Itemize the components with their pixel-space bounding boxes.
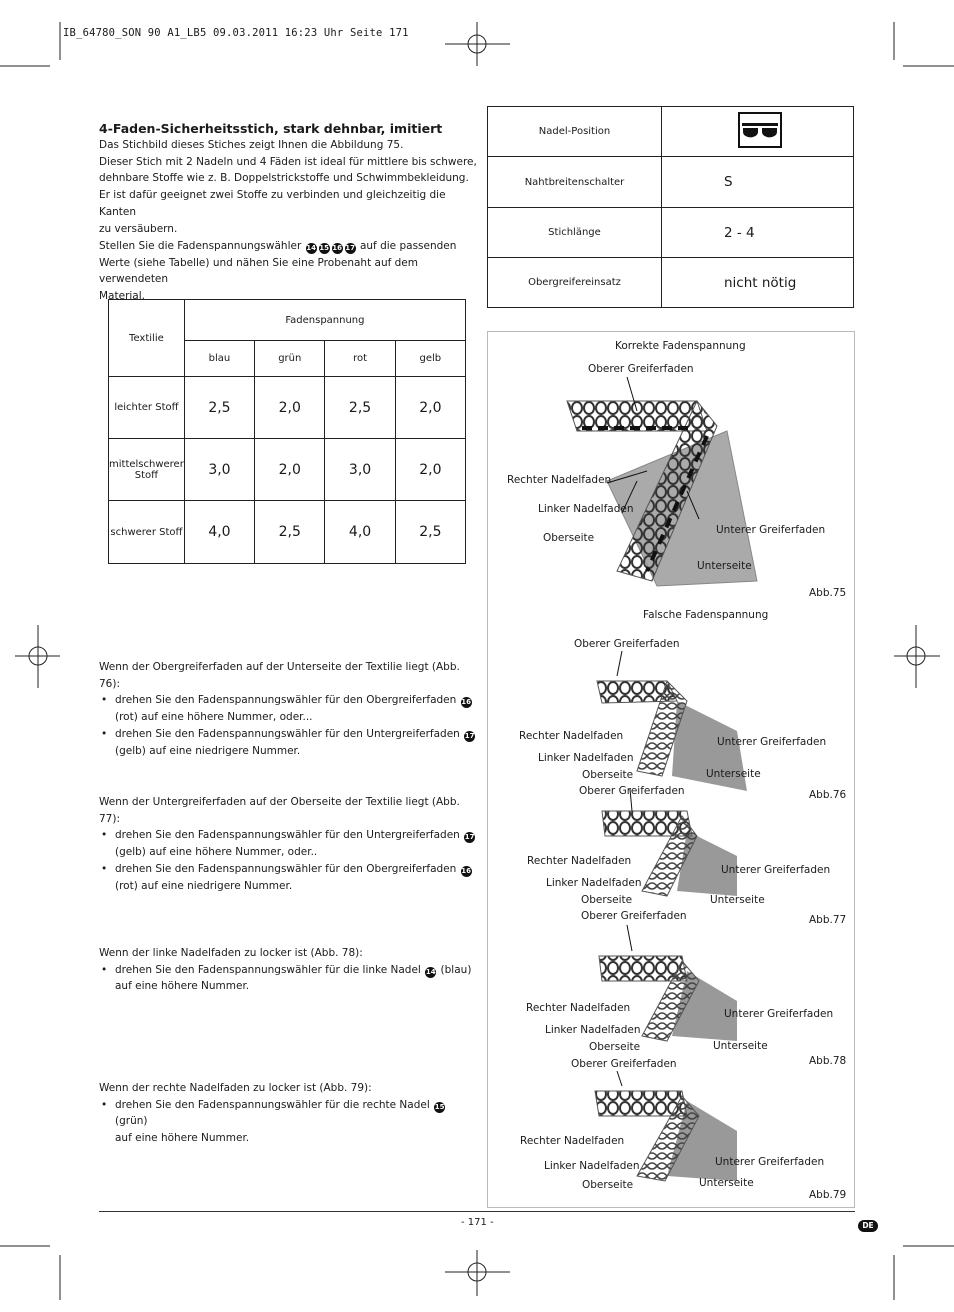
dial-16-icon: 16: [461, 698, 472, 707]
instruction-block-76: Wenn der Obergreiferfaden auf der Unterseite der Textilie liegt (Abb. 76): • drehen Sie den Fadenspannungswähler für den Obergreiferfaden 16 (rot) auf eine höhere Nummer, oder... • drehen Sie den Fadenspannungswähler für den Untergreiferfaden 17 (gelb) auf eine niedrigere Nummer.: [99, 659, 479, 759]
caption-abb79: Abb.79: [809, 1189, 847, 1201]
caption-abb76: Abb.76: [809, 789, 847, 801]
label-rechter-75: Rechter Nadelfaden: [507, 474, 612, 486]
label-unterseite-79: Unterseite: [699, 1177, 754, 1189]
language-badge: DE: [858, 1220, 878, 1232]
table-row: mittelschwerer Stoff 3,0 2,0 3,0 2,0: [109, 439, 466, 501]
label-oberer-75: Oberer Greiferfaden: [588, 363, 694, 375]
table-row: leichter Stoff 2,5 2,0 2,5 2,0: [109, 377, 466, 439]
section-title: 4-Faden-Sicherheitsstich, stark dehnbar, imitiert: [99, 121, 443, 136]
table-row: schwerer Stoff 4,0 2,5 4,0 2,5: [109, 501, 466, 564]
label-linker-76: Linker Nadelfaden: [538, 752, 634, 764]
stitch-figure-75: [567, 401, 757, 586]
dial-17-icon: 17: [464, 731, 475, 740]
dial-16-icon: 16: [461, 866, 472, 875]
label-unterer-76: Unterer Greiferfaden: [717, 736, 827, 748]
label-oberer-77: Oberer Greiferfaden: [579, 785, 685, 797]
label-oberer-78: Oberer Greiferfaden: [581, 910, 687, 922]
label-unterer-79: Unterer Greiferfaden: [715, 1156, 825, 1168]
instruction-block-78: Wenn der linke Nadelfaden zu locker ist (Abb. 78): • drehen Sie den Fadenspannungswähler für die linke Nadel 14 (blau) auf eine höhere Nummer.: [99, 945, 479, 995]
dial-14-icon: 14: [425, 967, 436, 976]
label-linker-75: Linker Nadelfaden: [538, 503, 634, 515]
tension-table: Textilie Fadenspannung blau grün rot gelb leichter Stoff 2,5 2,0 2,5 2,0 mittelschwerer Stoff 3,0 2,0 3,0 2,0 schwerer Stoff 4,0 2,5 4,0 2,5: [108, 299, 466, 564]
needle-position-icon: [738, 112, 782, 148]
label-linker-77: Linker Nadelfaden: [546, 877, 642, 889]
label-rechter-77: Rechter Nadelfaden: [527, 855, 632, 867]
label-unterer-77: Unterer Greiferfaden: [721, 864, 831, 876]
caption-abb75: Abb.75: [809, 587, 847, 599]
label-rechter-78: Rechter Nadelfaden: [526, 1002, 631, 1014]
label-oberer-79: Oberer Greiferfaden: [571, 1058, 677, 1070]
caption-correct: Korrekte Fadenspannung: [615, 340, 746, 352]
dial-17-icon: 17: [345, 244, 355, 252]
label-rechter-76: Rechter Nadelfaden: [519, 730, 624, 742]
page-number: - 171 -: [461, 1217, 494, 1228]
label-oberseite-78: Oberseite: [589, 1041, 641, 1053]
caption-wrong: Falsche Fadenspannung: [643, 609, 769, 621]
label-unterseite-78: Unterseite: [713, 1040, 768, 1052]
dial-15-icon: 15: [319, 244, 329, 252]
intro-text: Das Stichbild dieses Stiches zeigt Ihnen die Abbildung 75. Dieser Stich mit 2 Nadeln und 4 Fäden ist ideal für mittlere bis schwere, dehnbare Stoffe wie z. B. Doppelstrickstoffe und Schwimmbekleidung. Er ist dafür geeignet zwei Stoffe zu verbinden und gleichzeitig die Kanten zu versäubern.: [99, 139, 477, 235]
dial-14-icon: 14: [306, 244, 316, 252]
instruction-block-79: Wenn der rechte Nadelfaden zu locker ist (Abb. 79): • drehen Sie den Fadenspannungswähler für die rechte Nadel 15 (grün) auf eine höhere Nummer.: [99, 1080, 479, 1147]
setup-text: Stellen Sie die Fadenspannungswähler 14 15 16 17 auf die passenden Werte (siehe Tabelle) und nähen Sie eine Probenaht auf dem verwendeten Material.: [99, 240, 457, 303]
label-oberseite-75: Oberseite: [543, 532, 595, 544]
label-oberer-76: Oberer Greiferfaden: [574, 638, 680, 650]
label-linker-78: Linker Nadelfaden: [545, 1024, 641, 1036]
label-unterer-78: Unterer Greiferfaden: [724, 1008, 834, 1020]
caption-abb78: Abb.78: [809, 1055, 847, 1067]
label-unterseite-75: Unterseite: [697, 560, 752, 572]
dial-17-icon: 17: [464, 833, 475, 842]
machine-settings-table: Nadel-Position Nahtbreitenschalter S Stichlänge 2 - 4 Obergreifereinsatz nicht nötig: [487, 106, 854, 308]
stitch-illustrations: [487, 331, 854, 1207]
label-unterseite-77: Unterseite: [710, 894, 765, 906]
label-rechter-79: Rechter Nadelfaden: [520, 1135, 625, 1147]
label-oberseite-79: Oberseite: [582, 1179, 634, 1191]
label-unterseite-76: Unterseite: [706, 768, 761, 780]
label-linker-79: Linker Nadelfaden: [544, 1160, 640, 1172]
dial-16-icon: 16: [332, 244, 342, 252]
caption-abb77: Abb.77: [809, 914, 847, 926]
print-slug: IB_64780_SON 90 A1_LB5 09.03.2011 16:23 Uhr Seite 171: [63, 27, 409, 39]
footer-rule: [99, 1211, 855, 1212]
label-unterer-75: Unterer Greiferfaden: [716, 524, 826, 536]
instruction-block-77: Wenn der Untergreiferfaden auf der Oberseite der Textilie liegt (Abb. 77): • drehen Sie den Fadenspannungswähler für den Untergreiferfaden 17 (gelb) auf eine höhere Nummer, oder.. • drehen Sie den Fadenspannungswähler für den Obergreiferfaden 16 (rot) auf eine niedrigere Nummer.: [99, 794, 479, 894]
dial-15-icon: 15: [434, 1102, 445, 1111]
label-oberseite-77: Oberseite: [581, 894, 633, 906]
label-oberseite-76: Oberseite: [582, 769, 634, 781]
